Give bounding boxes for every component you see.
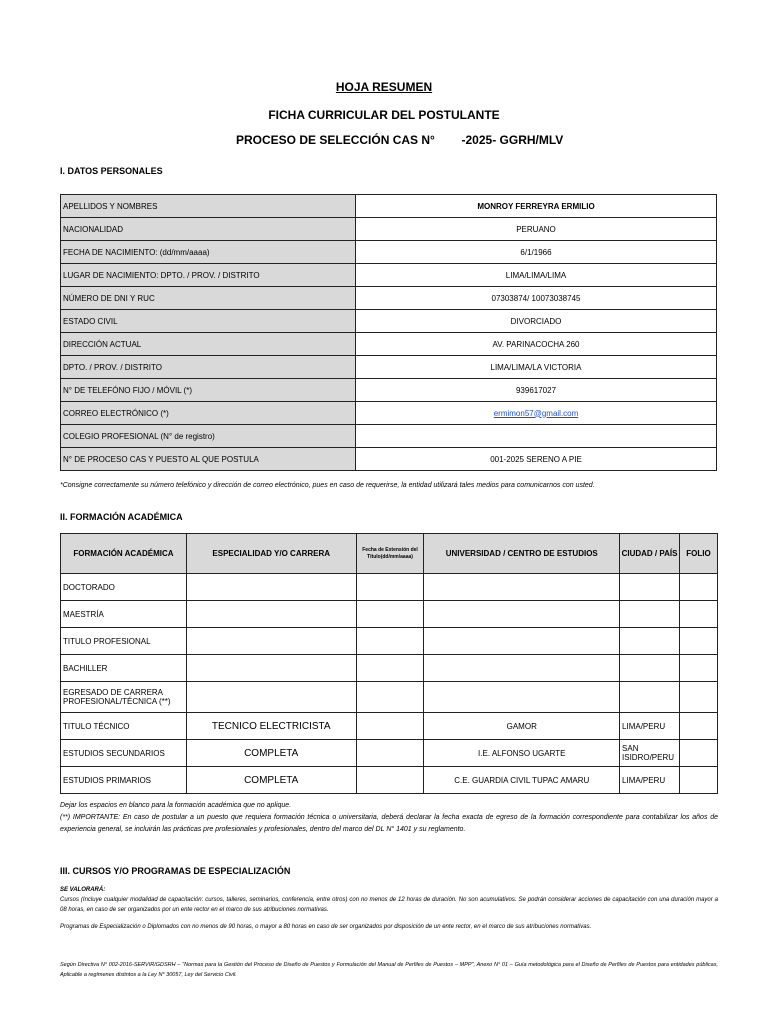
email-link[interactable]: ermimon57@gmail.com bbox=[493, 408, 579, 418]
academic-cell-folio bbox=[679, 740, 717, 767]
academic-cell-especialidad bbox=[186, 574, 356, 601]
academic-cell-universidad: I.E. ALFONSO UGARTE bbox=[424, 740, 620, 767]
section-heading-courses: III. CURSOS Y/O PROGRAMAS DE ESPECIALIZACIÓN bbox=[60, 866, 291, 876]
programs-description: Programas de Especialización o Diplomados con no menos de 90 horas, o mayor a 80 horas en caso de ser organizados por disposición de un ente rector, en el marco de sus atribuciones normativas. bbox=[60, 924, 592, 930]
col-header-folio: FOLIO bbox=[679, 534, 717, 574]
personal-label: N° DE TELEFÓNO FIJO / MÓVIL (*) bbox=[61, 379, 356, 402]
academic-cell-ciudad bbox=[620, 655, 680, 682]
academic-cell-ciudad: SAN ISIDRO/PERU bbox=[620, 740, 680, 767]
personal-label: COLEGIO PROFESIONAL (N° de registro) bbox=[61, 425, 356, 448]
col-header-formacion: FORMACIÓN ACADÉMICA bbox=[61, 534, 187, 574]
personal-value: LIMA/LIMA/LIMA bbox=[356, 264, 717, 287]
academic-cell-formacion: TITULO PROFESIONAL bbox=[61, 628, 187, 655]
section-heading-personal: I. DATOS PERSONALES bbox=[60, 166, 163, 176]
personal-value: LIMA/LIMA/LA VICTORIA bbox=[356, 356, 717, 379]
personal-data-table bbox=[60, 194, 717, 471]
personal-value: 07303874/ 10073038745 bbox=[356, 287, 717, 310]
academic-cell-especialidad: COMPLETA bbox=[186, 767, 356, 794]
academic-cell-especialidad: COMPLETA bbox=[186, 740, 356, 767]
academic-cell-especialidad bbox=[186, 682, 356, 713]
personal-label: ESTADO CIVIL bbox=[61, 310, 356, 333]
personal-row bbox=[61, 264, 717, 287]
academic-cell-especialidad bbox=[186, 628, 356, 655]
personal-row bbox=[61, 448, 717, 471]
academic-row bbox=[61, 740, 718, 767]
personal-label: N° DE PROCESO CAS Y PUESTO AL QUE POSTULA bbox=[61, 448, 356, 471]
academic-cell-formacion: DOCTORADO bbox=[61, 574, 187, 601]
academic-cell-ciudad: LIMA/PERU bbox=[620, 767, 680, 794]
personal-label: NACIONALIDAD bbox=[61, 218, 356, 241]
section-heading-academic: II. FORMACIÓN ACADÉMICA bbox=[60, 512, 183, 522]
academic-note-important: (**) IMPORTANTE: En caso de postular a un puesto que requiera formación técnica o universitaria, deberá declarar la fecha exacta de egreso de la formación correspondiente para contabilizar los años de experiencia general, se incluirán las prácticas pre profesionales y profesionales, dentro del marco del DL N° 1401 y su reglamento. bbox=[60, 814, 718, 833]
academic-cell-especialidad bbox=[186, 655, 356, 682]
personal-label: NÚMERO DE DNI Y RUC bbox=[61, 287, 356, 310]
academic-row bbox=[61, 628, 718, 655]
personal-label: LUGAR DE NACIMIENTO: DPTO. / PROV. / DISTRITO bbox=[61, 264, 356, 287]
process-line: PROCESO DE SELECCIÓN CAS N° -2025- GGRH/MLV bbox=[236, 133, 564, 147]
personal-value: 939617027 bbox=[356, 379, 717, 402]
personal-value: 6/1/1966 bbox=[356, 241, 717, 264]
col-header-ciudad: CIUDAD / PAÍS bbox=[620, 534, 680, 574]
personal-row bbox=[61, 310, 717, 333]
personal-row bbox=[61, 241, 717, 264]
academic-cell-universidad: GAMOR bbox=[424, 713, 620, 740]
col-header-especialidad: ESPECIALIDAD Y/O CARRERA bbox=[186, 534, 356, 574]
col-header-universidad: UNIVERSIDAD / CENTRO DE ESTUDIOS bbox=[424, 534, 620, 574]
personal-row bbox=[61, 425, 717, 448]
academic-cell-ciudad bbox=[620, 682, 680, 713]
personal-row bbox=[61, 333, 717, 356]
academic-cell-formacion: ESTUDIOS SECUNDARIOS bbox=[61, 740, 187, 767]
academic-row bbox=[61, 713, 718, 740]
academic-cell-fecha bbox=[356, 655, 424, 682]
col-header-fecha: Fecha de Extensión del Título(dd/mm/aaaa) bbox=[356, 534, 424, 574]
personal-data-note: *Consigne correctamente su número telefónico y dirección de correo electrónico, pues en caso de requerirse, la entidad utilizará tales medios para comunicarnos con usted. bbox=[60, 482, 595, 489]
academic-cell-formacion: TITULO TÉCNICO bbox=[61, 713, 187, 740]
academic-cell-folio bbox=[679, 601, 717, 628]
academic-cell-especialidad bbox=[186, 601, 356, 628]
academic-cell-universidad bbox=[424, 574, 620, 601]
academic-cell-folio bbox=[679, 574, 717, 601]
personal-row bbox=[61, 379, 717, 402]
academic-cell-fecha bbox=[356, 740, 424, 767]
academic-cell-folio bbox=[679, 682, 717, 713]
personal-label: FECHA DE NACIMIENTO: (dd/mm/aaaa) bbox=[61, 241, 356, 264]
academic-cell-fecha bbox=[356, 682, 424, 713]
academic-cell-fecha bbox=[356, 574, 424, 601]
personal-value: MONROY FERREYRA ERMILIO bbox=[356, 195, 717, 218]
academic-cell-formacion: ESTUDIOS PRIMARIOS bbox=[61, 767, 187, 794]
directive-footer: Según Directiva N° 002-2016-SERVIR/GDSRH – "Normas para la Gestión del Proceso de Diseño de Puestos y Formulación del Manual de Perfiles de Puestos – MPP", Anexo N° 01 – Guía metodológica para el Diseño de Perfiles de Puestos para entidades públicas, Aplicable a regímenes distintos a la Ley N° 30057, Ley del Servicio Civil. bbox=[60, 962, 718, 978]
academic-cell-ciudad bbox=[620, 574, 680, 601]
academic-cell-folio bbox=[679, 767, 717, 794]
academic-cell-fecha bbox=[356, 767, 424, 794]
academic-cell-ciudad bbox=[620, 601, 680, 628]
academic-cell-especialidad: TECNICO ELECTRICISTA bbox=[186, 713, 356, 740]
personal-row bbox=[61, 195, 717, 218]
academic-cell-fecha bbox=[356, 601, 424, 628]
academic-row bbox=[61, 682, 718, 713]
academic-cell-universidad bbox=[424, 601, 620, 628]
document-subtitle: FICHA CURRICULAR DEL POSTULANTE bbox=[268, 108, 500, 122]
academic-cell-fecha bbox=[356, 713, 424, 740]
academic-cell-folio bbox=[679, 713, 717, 740]
personal-value: AV. PARINACOCHA 260 bbox=[356, 333, 717, 356]
academic-cell-formacion: EGRESADO DE CARRERA PROFESIONAL/TÉCNICA (**) bbox=[61, 682, 187, 713]
email-cell bbox=[356, 402, 717, 425]
personal-value bbox=[356, 425, 717, 448]
academic-cell-fecha bbox=[356, 628, 424, 655]
academic-row bbox=[61, 767, 718, 794]
personal-label: APELLIDOS Y NOMBRES bbox=[61, 195, 356, 218]
academic-row bbox=[61, 574, 718, 601]
personal-value: PERUANO bbox=[356, 218, 717, 241]
personal-row bbox=[61, 287, 717, 310]
academic-row bbox=[61, 601, 718, 628]
personal-label: DPTO. / PROV. / DISTRITO bbox=[61, 356, 356, 379]
document-title: HOJA RESUMEN bbox=[335, 80, 433, 94]
personal-row bbox=[61, 402, 717, 425]
academic-cell-folio bbox=[679, 628, 717, 655]
academic-cell-ciudad: LIMA/PERU bbox=[620, 713, 680, 740]
academic-cell-formacion: MAESTRÍA bbox=[61, 601, 187, 628]
personal-row bbox=[61, 218, 717, 241]
personal-row bbox=[61, 356, 717, 379]
academic-row bbox=[61, 655, 718, 682]
personal-value: 001-2025 SERENO A PIE bbox=[356, 448, 717, 471]
academic-cell-universidad: C.E. GUARDIA CIVIL TUPAC AMARU bbox=[424, 767, 620, 794]
academic-cell-universidad bbox=[424, 655, 620, 682]
academic-cell-universidad bbox=[424, 628, 620, 655]
courses-description: Cursos (Incluye cualquier modalidad de capacitación: cursos, talleres, seminarios, conferencia, entre otros) con no menos de 12 horas de duración. No son acumulativos. Se podrán considerar acciones de capacitación con una duración mayor a 08 horas, en caso de ser organizados por un ente rector en el marco de sus atribuciones normativas. bbox=[60, 897, 718, 913]
personal-value: DIVORCIADO bbox=[356, 310, 717, 333]
academic-table bbox=[60, 533, 718, 794]
personal-label: CORREO ELECTRÓNICO (*) bbox=[61, 402, 356, 425]
academic-cell-universidad bbox=[424, 682, 620, 713]
personal-label: DIRECCIÓN ACTUAL bbox=[61, 333, 356, 356]
courses-valorara: SE VALORARÁ: bbox=[60, 887, 106, 893]
academic-cell-formacion: BACHILLER bbox=[61, 655, 187, 682]
academic-cell-ciudad bbox=[620, 628, 680, 655]
academic-cell-folio bbox=[679, 655, 717, 682]
academic-note-blank: Dejar los espacios en blanco para la formación académica que no aplique. bbox=[60, 802, 292, 809]
